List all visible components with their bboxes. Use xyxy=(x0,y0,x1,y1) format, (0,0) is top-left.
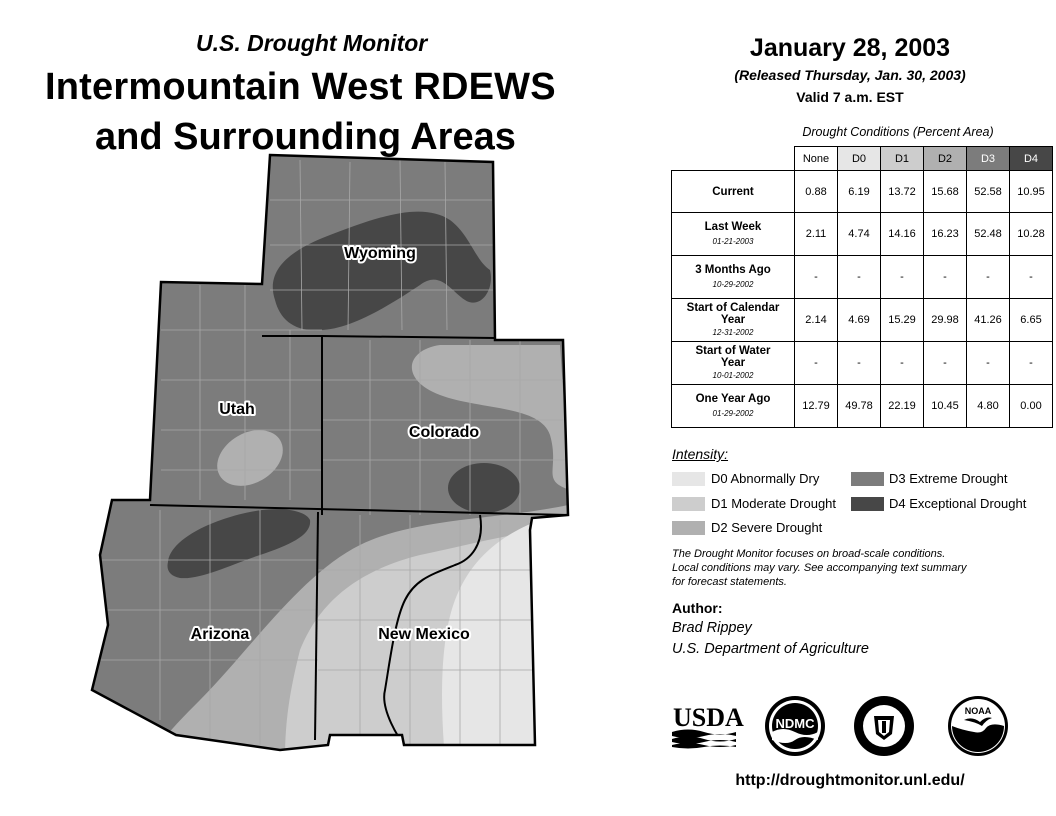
map-supertitle: U.S. Drought Monitor xyxy=(196,30,428,56)
noaa-logo-text: NOAA xyxy=(964,706,992,716)
table-header-row xyxy=(672,147,1053,171)
row-date: 01-29-2002 xyxy=(712,408,754,418)
cell-value: 10.45 xyxy=(924,385,967,428)
drought-map xyxy=(88,150,588,750)
legend-label-d3: D3 Extreme Drought xyxy=(889,471,1008,486)
cell-value: 0.88 xyxy=(795,171,838,213)
state-label-wyoming: Wyoming xyxy=(344,245,416,262)
cell-value: 10.95 xyxy=(1010,171,1053,213)
legend-label-d2: D2 Severe Drought xyxy=(711,520,823,535)
disclaimer-note xyxy=(672,547,1022,589)
cell-value: 10.28 xyxy=(1010,213,1053,256)
cell-value: 6.19 xyxy=(838,171,881,213)
legend-swatch-d4 xyxy=(851,497,884,511)
map-date: January 28, 2003 xyxy=(749,34,951,62)
row-date: 10-29-2002 xyxy=(712,279,754,289)
column-header-d0: D0 xyxy=(838,147,881,171)
table-row xyxy=(672,385,1053,428)
cell-value: - xyxy=(924,342,967,385)
cell-value: - xyxy=(881,256,924,299)
note-line: for forecast statements. xyxy=(672,576,787,588)
note-line: The Drought Monitor focuses on broad-scale conditions. xyxy=(672,548,946,560)
cell-value: 12.79 xyxy=(795,385,838,428)
legend-label-d0: D0 Abnormally Dry xyxy=(711,471,820,486)
cell-value: 2.14 xyxy=(795,299,838,342)
ndmc-logo-text: NDMC xyxy=(775,716,815,731)
usda-logo-text: USDA xyxy=(673,703,744,732)
cell-value: 41.26 xyxy=(967,299,1010,342)
author-heading: Author: xyxy=(672,600,723,616)
column-header-none: None xyxy=(795,147,838,171)
cell-value: - xyxy=(838,256,881,299)
column-header-d4: D4 xyxy=(1010,147,1053,171)
cell-value: - xyxy=(795,342,838,385)
map-title-line1: Intermountain West RDEWS xyxy=(45,66,556,108)
table-row xyxy=(672,342,1053,385)
table-row xyxy=(672,171,1053,213)
cell-value: - xyxy=(1010,256,1053,299)
row-label: One Year Ago 01-29-2002 xyxy=(672,385,795,428)
cell-value: 29.98 xyxy=(924,299,967,342)
cell-value: 4.74 xyxy=(838,213,881,256)
cell-value: - xyxy=(795,256,838,299)
cell-value: 6.65 xyxy=(1010,299,1053,342)
valid-time: Valid 7 a.m. EST xyxy=(796,89,904,105)
legend-swatch-d0 xyxy=(672,472,705,486)
cell-value: 14.16 xyxy=(881,213,924,256)
legend-label-d4: D4 Exceptional Drought xyxy=(889,496,1027,511)
cell-value: 52.58 xyxy=(967,171,1010,213)
noaa-logo-icon xyxy=(946,694,1010,758)
table-row xyxy=(672,299,1053,342)
legend-title: Intensity: xyxy=(672,446,729,462)
department-of-commerce-seal-icon xyxy=(852,694,916,758)
row-label: Start of Water Year 10-01-2002 xyxy=(672,342,795,385)
note-line: Local conditions may vary. See accompanying text summary xyxy=(672,562,967,574)
author-organization: U.S. Department of Agriculture xyxy=(672,641,869,657)
column-header-d3: D3 xyxy=(967,147,1010,171)
row-date: 12-31-2002 xyxy=(712,327,754,337)
map-title-line2: and Surrounding Areas xyxy=(95,116,516,158)
row-date: 10-01-2002 xyxy=(712,370,754,380)
cell-value: 4.80 xyxy=(967,385,1010,428)
author-name: Brad Rippey xyxy=(672,620,752,636)
table-caption: Drought Conditions (Percent Area) xyxy=(802,125,994,139)
legend-label-d1: D1 Moderate Drought xyxy=(711,496,837,511)
state-label-new-mexico: New Mexico xyxy=(378,626,470,643)
cell-value: - xyxy=(967,256,1010,299)
release-date: (Released Thursday, Jan. 30, 2003) xyxy=(734,67,966,83)
cell-value: 16.23 xyxy=(924,213,967,256)
cell-value: 49.78 xyxy=(838,385,881,428)
row-label: Start of Calendar Year 12-31-2002 xyxy=(672,299,795,342)
table-corner xyxy=(672,147,795,171)
usda-logo-icon xyxy=(672,700,744,748)
column-header-d2: D2 xyxy=(924,147,967,171)
legend-swatch-d2 xyxy=(672,521,705,535)
cell-value: 15.29 xyxy=(881,299,924,342)
drought-conditions-table xyxy=(671,146,1053,428)
state-label-arizona: Arizona xyxy=(190,626,250,643)
cell-value: 4.69 xyxy=(838,299,881,342)
cell-value: 15.68 xyxy=(924,171,967,213)
cell-value: - xyxy=(881,342,924,385)
row-label: Current xyxy=(672,171,795,213)
cell-value: - xyxy=(1010,342,1053,385)
ndmc-logo-icon xyxy=(763,694,827,758)
cell-value: 13.72 xyxy=(881,171,924,213)
cell-value: 52.48 xyxy=(967,213,1010,256)
website-link[interactable]: http://droughtmonitor.unl.edu/ xyxy=(735,772,965,789)
state-label-colorado: Colorado xyxy=(408,424,480,441)
cell-value: 2.11 xyxy=(795,213,838,256)
row-label: 3 Months Ago 10-29-2002 xyxy=(672,256,795,299)
row-date: 01-21-2003 xyxy=(712,236,754,246)
cell-value: 22.19 xyxy=(881,385,924,428)
state-label-utah: Utah xyxy=(219,401,255,418)
map-d4-colorado xyxy=(448,463,520,513)
table-row xyxy=(672,256,1053,299)
legend-swatch-d3 xyxy=(851,472,884,486)
cell-value: 0.00 xyxy=(1010,385,1053,428)
cell-value: - xyxy=(967,342,1010,385)
legend-swatch-d1 xyxy=(672,497,705,511)
cell-value: - xyxy=(924,256,967,299)
table-row xyxy=(672,213,1053,256)
column-header-d1: D1 xyxy=(881,147,924,171)
row-label: Last Week 01-21-2003 xyxy=(672,213,795,256)
cell-value: - xyxy=(838,342,881,385)
